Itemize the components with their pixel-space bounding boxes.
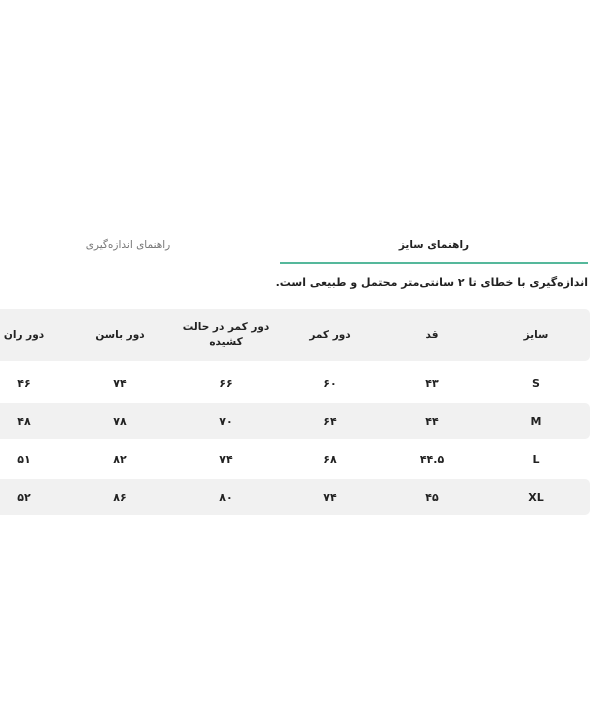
column-header-stretched-waist: دور کمر در حالت کشیده [182,321,270,348]
tab-size-guide[interactable]: راهنمای سایز [280,226,588,264]
table-cell: ۷۸ [113,414,127,428]
table-cell: XL [528,490,544,504]
table-row [0,403,590,439]
column-header-hip: دور باسن [95,328,145,341]
table-cell: ۴۴ [425,414,439,428]
table-row [0,365,590,401]
table-cell: M [530,414,542,428]
table-cell: ۸۰ [219,490,233,504]
table-cell: ۷۴ [113,376,127,390]
table-cell: L [532,452,540,466]
column-header-length: قد [425,328,439,341]
table-row [0,441,590,477]
column-header-size: سایز [523,328,549,341]
table-cell: ۷۰ [219,414,233,428]
table-cell: ۷۴ [219,452,233,466]
size-guide-tabs [0,226,600,264]
column-header-waist: دور کمر [309,328,351,341]
table-cell: ۶۶ [219,376,233,390]
table-row [0,479,590,515]
table-cell: ۴۶ [17,376,31,390]
size-table [0,309,590,517]
tab-measuring-guide[interactable]: راهنمای اندازه‌گیری [85,239,171,251]
table-cell: ۶۸ [323,452,337,466]
table-cell: ۶۰ [323,376,337,390]
table-cell: ۵۲ [17,490,31,504]
table-cell: ۷۴ [323,490,337,504]
table-cell: ۴۵ [425,490,439,504]
table-cell: ۸۶ [113,490,127,504]
size-table-header [0,309,590,361]
table-cell: ۶۴ [323,414,337,428]
table-cell: ۸۲ [113,452,127,466]
table-cell: ۴۴.۵ [419,452,445,466]
measurement-note: اندازه‌گیری با خطای تا ۲ سانتی‌متر محتمل و طبیعی است. [275,276,588,289]
table-cell: ۴۳ [425,376,439,390]
column-header-thigh: دور ران [3,328,45,341]
table-cell: ۵۱ [17,452,31,466]
table-cell: S [532,376,540,390]
table-cell: ۴۸ [17,414,31,428]
